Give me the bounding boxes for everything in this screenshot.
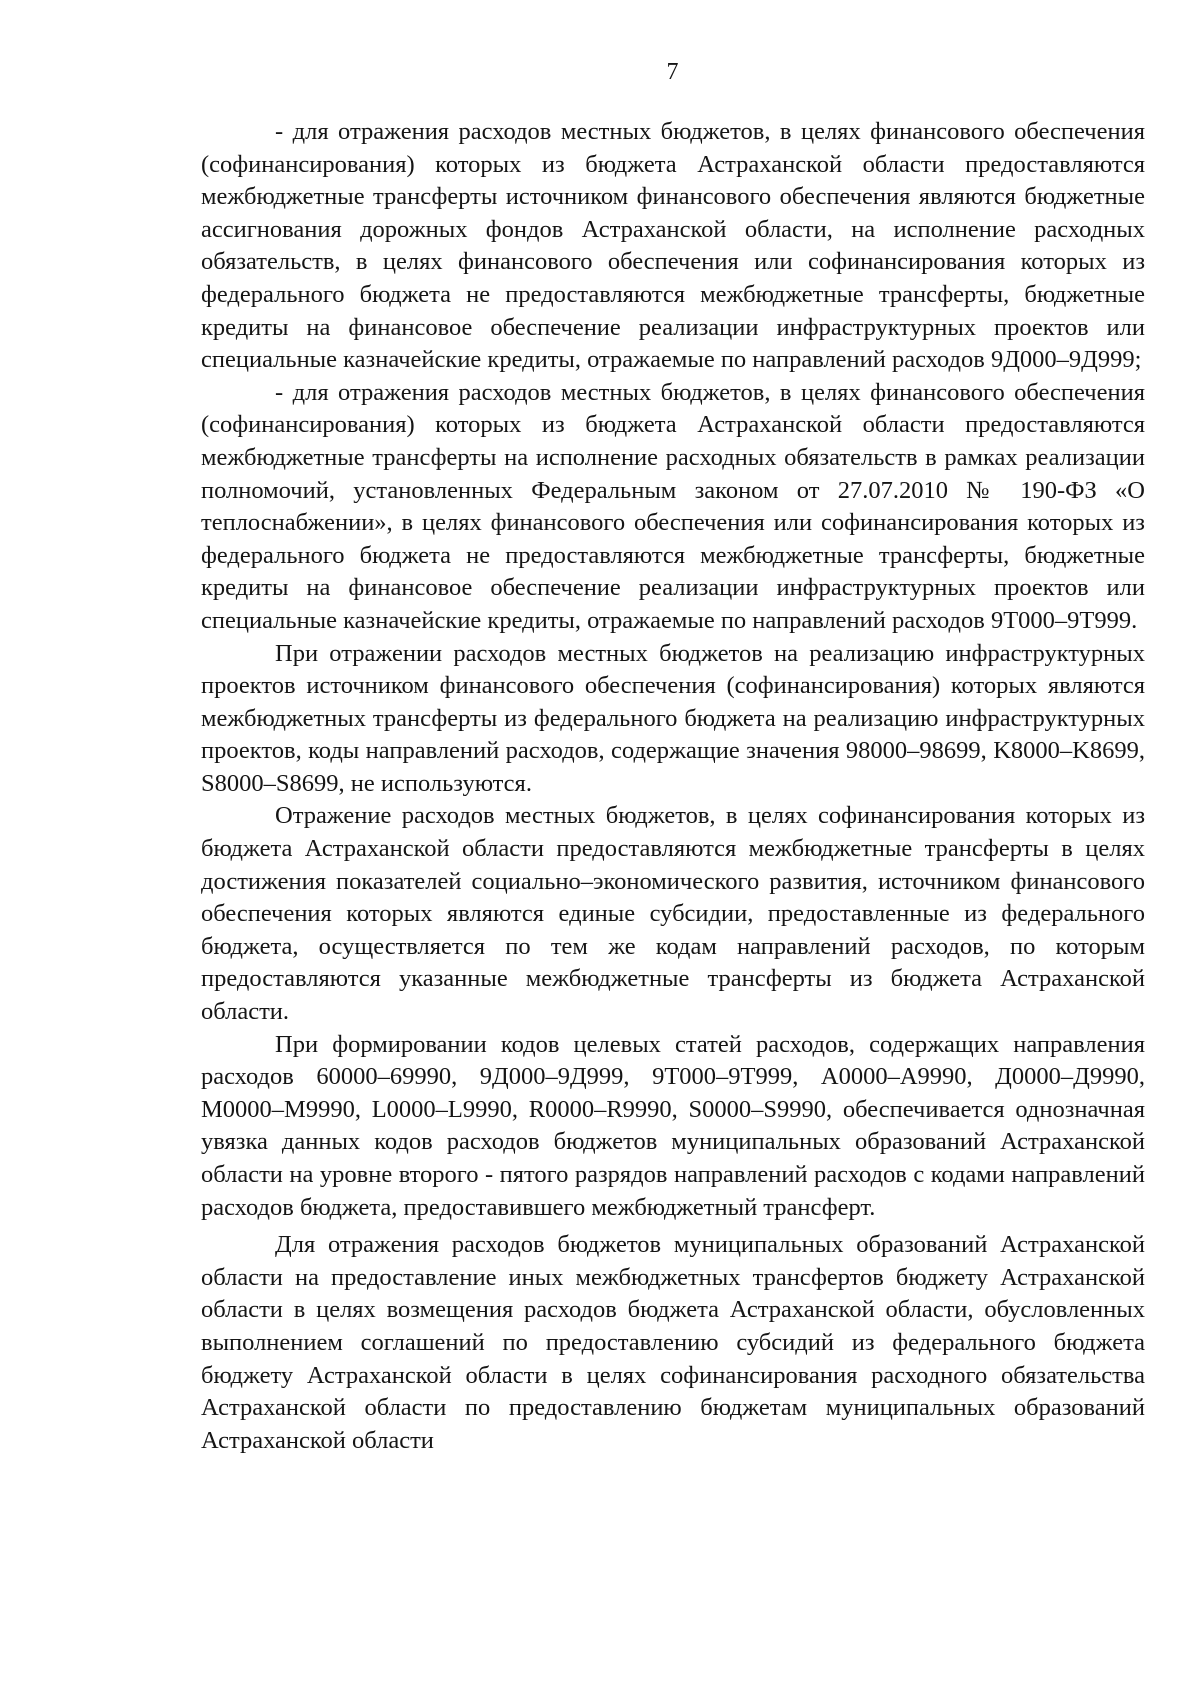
paragraph-road-funds: - для отражения расходов местных бюджетов, в целях финансового обеспечения (софинансирования) которых из бюджета Астраханской области предоставляются межбюджетные трансферты источником финансового обеспечения являются бюджетные ассигнования дорожных фондов Астраханской области, на исполнение расходных обязательств, в целях финансового обеспечения или софинансирования которых из федерального бюджета не предоставляются межбюджетные трансферты, бюджетные кредиты на финансовое обеспечение реализации инфраструктурных проектов или специальные казначейские кредиты, отражаемые по направлений расходов 9Д000–9Д999;: [201, 118, 1145, 374]
page-number: 7: [666, 59, 679, 85]
paragraph-heat-supply: - для отражения расходов местных бюджетов, в целях финансового обеспечения (софинансирования) которых из бюджета Астраханской области предоставляются межбюджетные трансферты на исполнение расходных обязательств в рамках реализации полномочий, установленных Федеральным законом от 27.07.2010 № 190-ФЗ «О теплоснабжении», в целях финансового обеспечения или софинансирования которых из федерального бюджета не предоставляются межбюджетные трансферты, бюджетные кредиты на финансовое обеспечение реализации инфраструктурных проектов или специальные казначейские кредиты, отражаемые по направлений расходов 9Т000–9Т999.: [201, 378, 1145, 634]
paragraph-unified-subsidies: Отражение расходов местных бюджетов, в целях софинансирования которых из бюджета Астраханской области предоставляются межбюджетные трансферты в целях достижения показателей социально–экономического развития, источником финансового обеспечения которых являются единые субсидии, предоставленные из федерального бюджета, осуществляется по тем же кодам направлений расходов, по которым предоставляются указанные межбюджетные трансферты из бюджета Астраханской области.: [201, 802, 1145, 1026]
paragraph-infrastructure-projects: При отражении расходов местных бюджетов на реализацию инфраструктурных проектов источником финансового обеспечения (софинансирования) которых являются межбюджетных трансферты из федерального бюджета на реализацию инфраструктурных проектов, коды направлений расходов, содержащие значения 98000–98699, K8000–K8699, S8000–S8699, не используются.: [201, 639, 1145, 797]
paragraph-target-codes: При формировании кодов целевых статей расходов, содержащих направления расходов 60000–69990, 9Д000–9Д999, 9Т000–9Т999, А0000–А9990, Д0000–Д9990, М0000–М9990, L0000–L9990, R0000–R9990, S0000–S9990, обеспечивается однозначная увязка данных кодов расходов бюджетов муниципальных образований Астраханской области на уровне второго - пятого разрядов направлений расходов с кодами направлений расходов бюджета, предоставившего межбюджетный трансферт.: [201, 1030, 1145, 1221]
paragraph-reimbursement-transfers: Для отражения расходов бюджетов муниципальных образований Астраханской области на предоставление иных межбюджетных трансфертов бюджету Астраханской области в целях возмещения расходов бюджета Астраханской области, обусловленных выполнением соглашений по предоставлению субсидий из федерального бюджета бюджету Астраханской области в целях софинансирования расходного обязательства Астраханской области по предоставлению бюджетам муниципальных образований Астраханской области: [201, 1231, 1145, 1454]
document-body: [201, 116, 1145, 1457]
